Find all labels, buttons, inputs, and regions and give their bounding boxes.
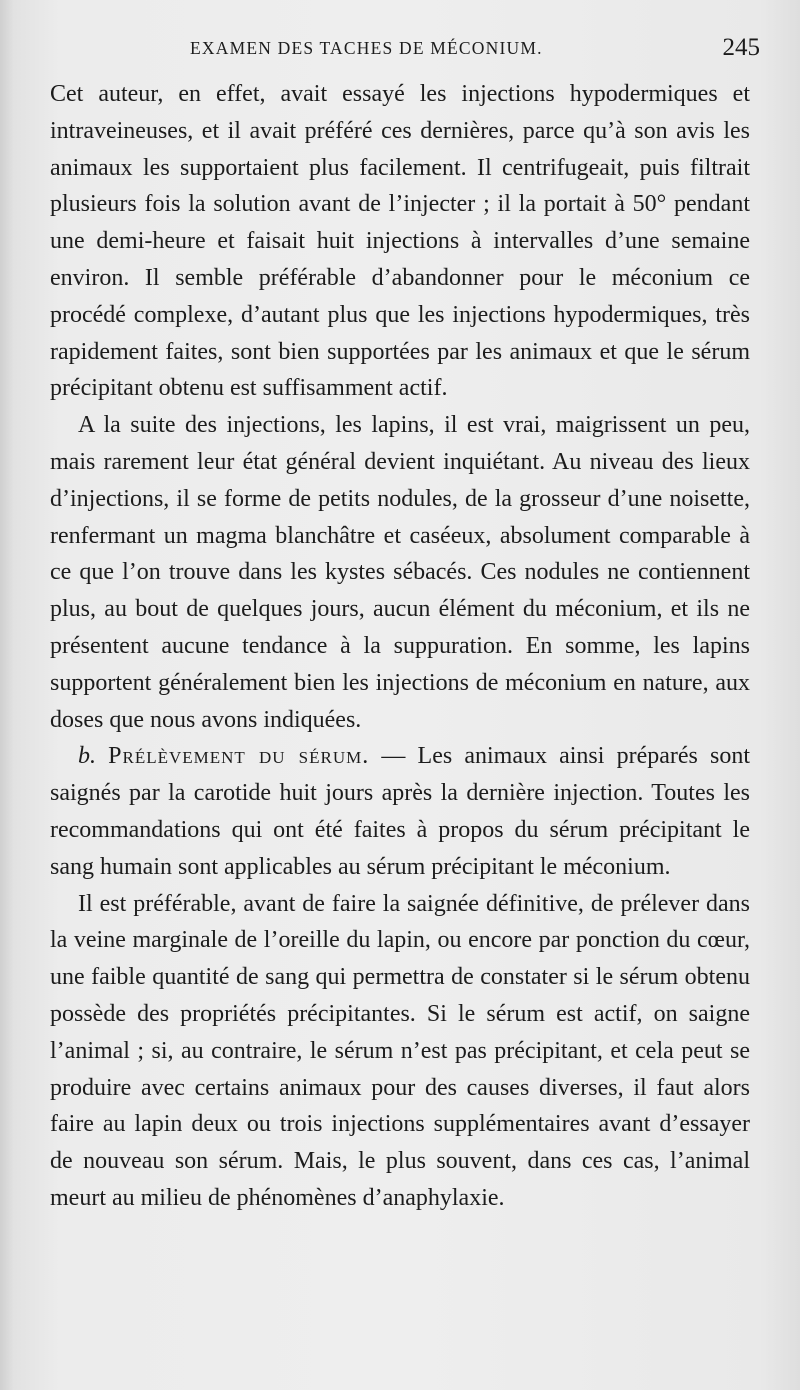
running-head: EXAMEN DES TACHES DE MÉCONIUM. xyxy=(190,38,543,58)
paragraph-4: Il est préférable, avant de faire la saignée définitive, de prélever dans la veine marginale de l’oreille du lapin, ou encore par ponction du cœur, une faible quantité de sang qui permettra de constater si le sérum obtenu possède des propriétés précipitantes. Si le sérum est actif, on saigne l’animal ; si, au contraire, le sérum n’est pas précipitant, et cela peut se produire avec certains animaux pour des causes diverses, il faut alors faire au lapin deux ou trois injections supplémentaires avant d’essayer de nouveau son sérum. Mais, le plus souvent, dans ces cas, l’animal meurt au milieu de phénomènes d’anaphylaxie. xyxy=(50,890,750,1211)
paragraph-1: Cet auteur, en effet, avait essayé les injections hypodermiques et intraveineuses, et il avait préféré ces dernières, parce qu’à son avis les animaux les supportaient plus facilement. Il centrifugeait, puis filtrait plusieurs fois la solution avant de l’injecter ; il la portait à 50° pendant une demi-heure et faisait huit injections à intervalles d’une semaine environ. Il semble préférable d’abandonner pour le méconium ce procédé complexe, d’autant plus que les injections hypodermiques, très rapidement faites, sont bien supportées par les animaux et que le sérum précipitant obtenu est suffisamment actif. xyxy=(50,81,750,402)
body-text xyxy=(50,76,750,1217)
section-heading: Prélèvement du sérum. xyxy=(108,743,370,770)
section-label: b. xyxy=(78,743,96,770)
paragraph-3-text: Les animaux ainsi préparés sont saignés par la carotide huit jours après la dernière injection. Toutes les recommandations qui ont été faites à propos du sérum précipitant le sang humain sont applicables au sérum précipitant le méconium. xyxy=(50,743,751,880)
paragraph-3 xyxy=(50,738,750,885)
page-number: 245 xyxy=(722,34,760,61)
heading-dash: — xyxy=(369,743,418,770)
paragraph-2: A la suite des injections, les lapins, il est vrai, maigrissent un peu, mais rarement leur état général devient inquiétant. Au niveau des lieux d’injections, il se forme de petits nodules, de la grosseur d’une noisette, renfermant un magma blanchâtre et caséeux, absolument comparable à ce que l’on trouve dans les kystes sébacés. Ces nodules ne contiennent plus, au bout de quelques jours, aucun élément du méconium, et ils ne présentent aucune tendance à la suppuration. En somme, les lapins supportent généralement bien les injections de méconium en nature, aux doses que nous avons indiquées. xyxy=(50,412,750,733)
page-header xyxy=(60,34,760,68)
